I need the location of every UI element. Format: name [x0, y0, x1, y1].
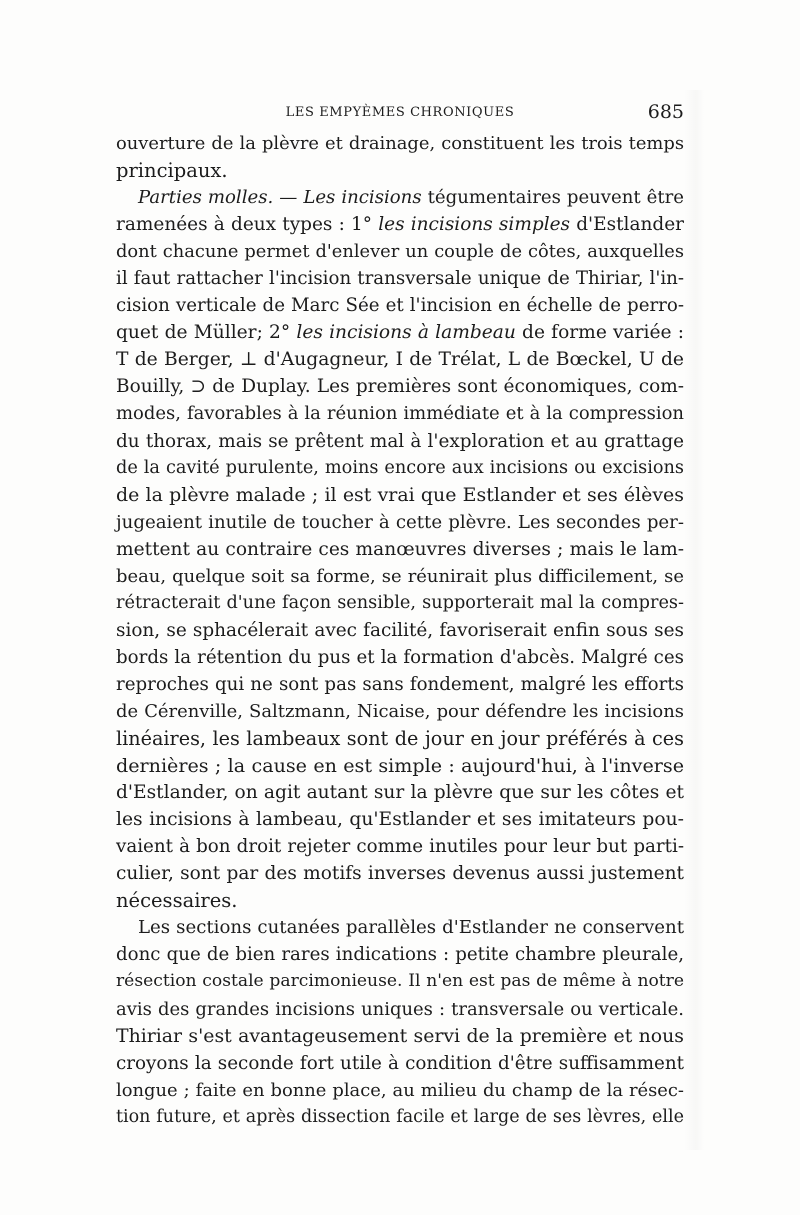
- text-line: dont chacune permet d'enlever un couple de côtes, auxquelles: [116, 241, 684, 263]
- text-line: [116, 211, 684, 238]
- text-line: du thorax, mais se prêtent mal à l'exploration et au grattage: [116, 430, 684, 452]
- text-line: rétracterait d'une façon sensible, supporterait mal la compres-: [116, 592, 684, 613]
- text-line: d'Estlander, on agit autant sur la plèvre que sur les côtes et: [116, 782, 684, 804]
- page-header: [116, 101, 684, 127]
- text-line: T de Berger, ⊥ d'Augagneur, I de Trélat, L de Bœckel, U de: [116, 349, 684, 371]
- body-text: [116, 130, 684, 1131]
- text-line: vaient à bon droit rejeter comme inutiles pour leur but parti-: [116, 836, 684, 858]
- text-line: il faut rattacher l'incision transversale unique de Thiriar, l'in-: [116, 268, 684, 290]
- text-run: ramenées à deux types : 1°: [116, 214, 379, 236]
- text-line: Bouilly, ⊃ de Duplay. Les premières sont économiques, com-: [116, 376, 684, 398]
- text-line: reproches qui ne sont pas sans fondement, malgré les efforts: [116, 673, 684, 695]
- italic-text: Parties molles. — Les incisions: [138, 187, 422, 209]
- text-line: beau, quelque soit sa forme, se réunirait plus difficilement, se: [116, 565, 684, 587]
- text-run: de forme variée :: [515, 322, 684, 344]
- text-line: mettent au contraire ces manœuvres diverses ; mais le lam-: [116, 538, 684, 560]
- page-shading: [684, 90, 704, 1150]
- text-line: principaux.: [116, 159, 228, 183]
- text-line: Les sections cutanées parallèles d'Estlander ne conservent: [138, 917, 684, 939]
- text-line: sion, se sphacélerait avec facilité, favoriserait enfin sous ses: [116, 619, 684, 641]
- text-run: quet de Müller; 2°: [116, 322, 297, 344]
- text-line: linéaires, les lambeaux sont de jour en jour préférés à ces: [116, 727, 684, 751]
- text-line: de la plèvre malade ; il est vrai que Estlander et ses élèves: [116, 483, 684, 506]
- text-line: donc que de bien rares indications : petite chambre pleurale,: [116, 944, 684, 966]
- text-line: bords la rétention du pus et la formation d'abcès. Malgré ces: [116, 646, 684, 668]
- text-line: de Cérenville, Saltzmann, Nicaise, pour défendre les incisions: [116, 700, 684, 722]
- text-line: cision verticale de Marc Sée et l'incision en échelle de perro-: [116, 295, 684, 317]
- text-line: dernières ; la cause en est simple : aujourd'hui, à l'inverse: [116, 754, 684, 778]
- text-line: Thiriar s'est avantageusement servi de la première et nous: [116, 1024, 684, 1047]
- text-line: longue ; faite en bonne place, au milieu du champ de la résec-: [116, 1079, 684, 1101]
- italic-text: les incisions simples: [378, 214, 571, 236]
- text-line: croyons la seconde fort utile à condition d'être suffisamment: [116, 1052, 684, 1074]
- text-line: nécessaires.: [116, 889, 238, 913]
- text-run: d'Estlander: [570, 214, 684, 236]
- text-line: tion future, et après dissection facile et large de ses lèvres, elle: [116, 1106, 684, 1127]
- text-line: jugeaient inutile de toucher à cette plèvre. Les secondes per-: [116, 511, 684, 533]
- text-line: modes, favorables à la réunion immédiate et à la compression: [116, 403, 684, 425]
- text-line: [116, 319, 684, 346]
- text-line: de la cavité purulente, moins encore aux incisions ou excisions: [116, 457, 684, 478]
- text-line: ouverture de la plèvre et drainage, constituent les trois temps: [116, 133, 684, 154]
- text-line: avis des grandes incisions uniques : transversale ou verticale.: [116, 998, 684, 1020]
- italic-text: les incisions à lambeau: [296, 322, 516, 344]
- text-line: [116, 184, 684, 211]
- text-run: tégumentaires peuvent être: [421, 187, 685, 209]
- running-title: LES EMPYÈMES CHRONIQUES: [285, 105, 515, 120]
- text-line: les incisions à lambeau, qu'Estlander et ses imitateurs pou-: [116, 809, 684, 831]
- text-line: résection costale parcimonieuse. Il n'en est pas de même à notre: [116, 971, 684, 992]
- page-number: 685: [647, 101, 684, 123]
- text-line: culier, sont par des motifs inverses devenus aussi justement: [116, 863, 684, 885]
